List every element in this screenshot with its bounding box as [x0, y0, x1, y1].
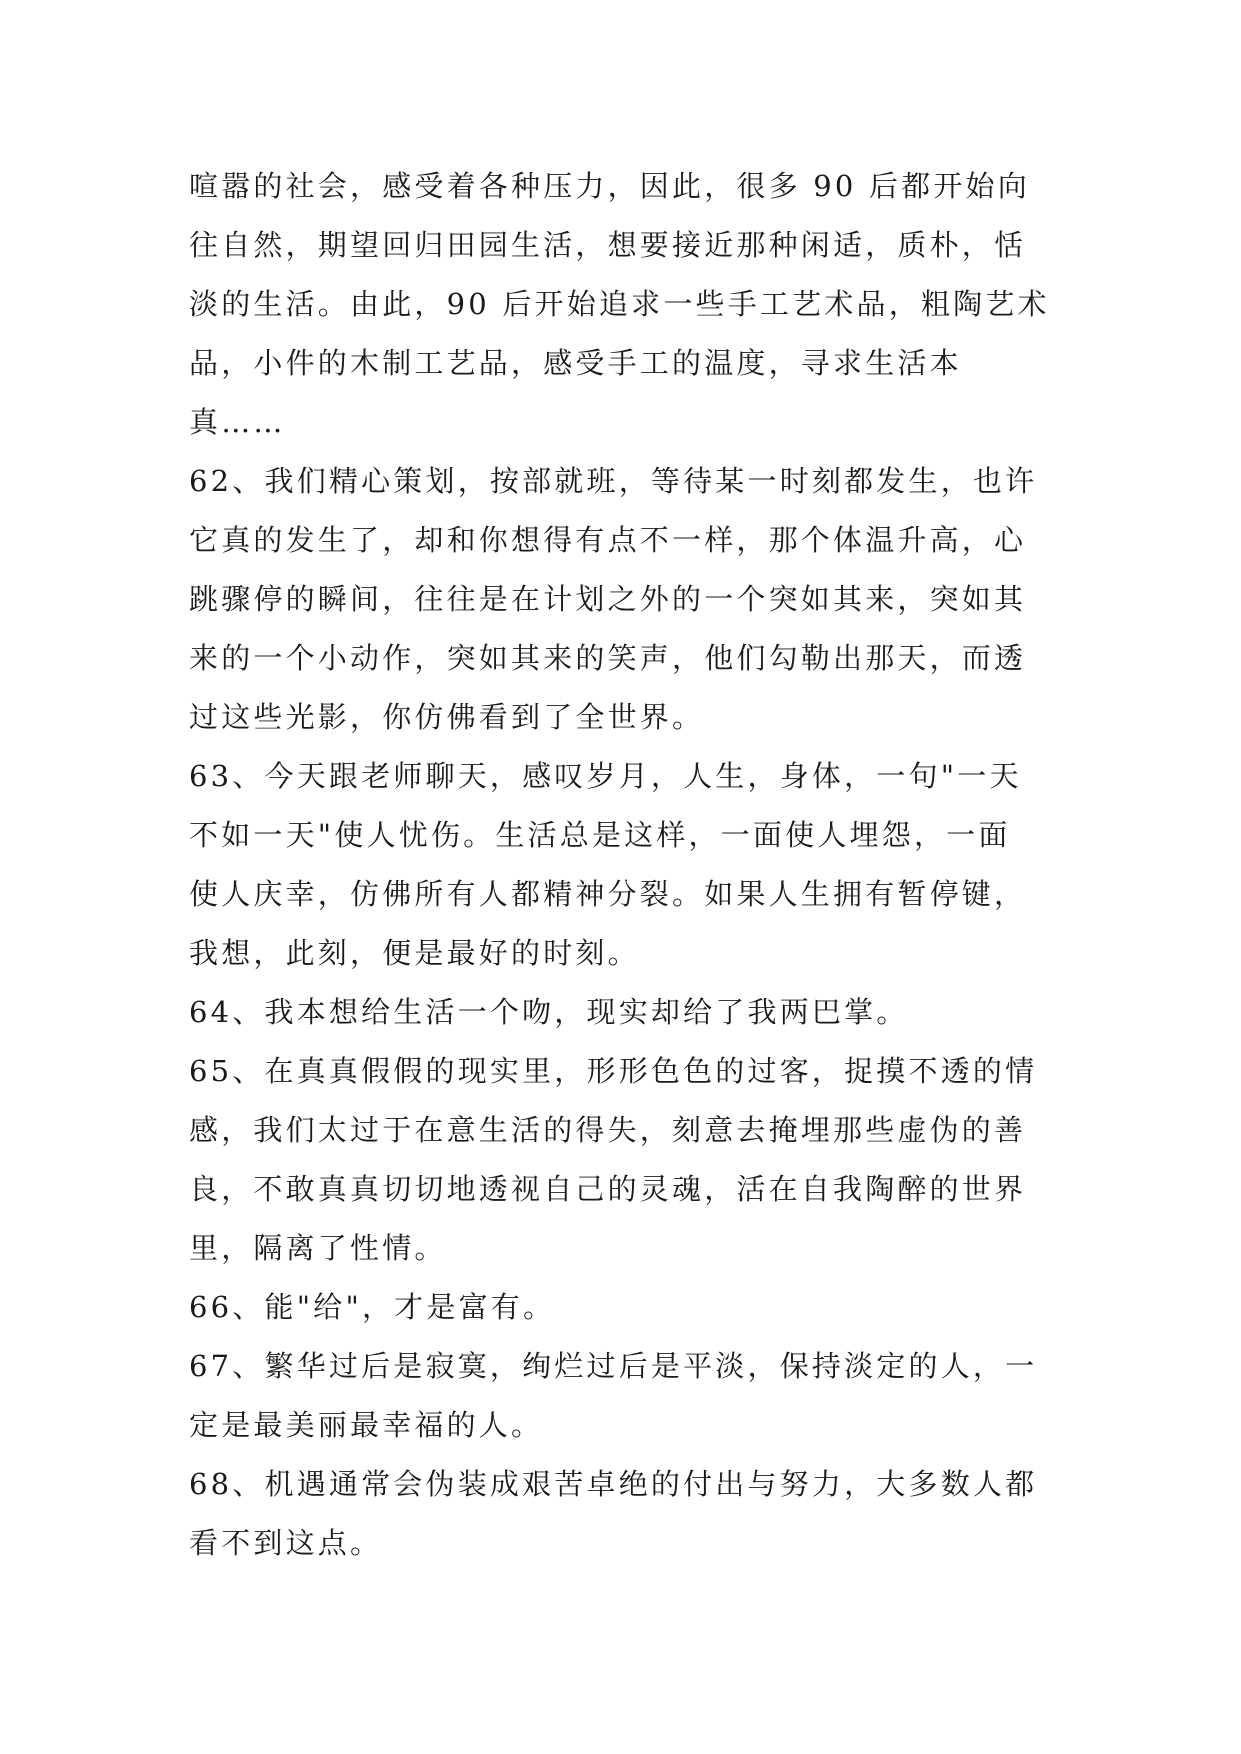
text-line: 过这些光影，你仿佛看到了全世界。: [189, 700, 705, 734]
text-line: 里，隔离了性情。: [189, 1231, 447, 1265]
text-line: 看不到这点。: [189, 1526, 383, 1560]
text-line: 淡的生活。由此，90 后开始追求一些手工艺术品，粗陶艺术: [189, 287, 1050, 321]
text-line: 定是最美丽最幸福的人。: [189, 1408, 544, 1442]
document-body: [189, 157, 1059, 1573]
text-line: 跳骤停的瞬间，往往是在计划之外的一个突如其来，突如其: [189, 582, 1027, 616]
text-line: 62、我们精心策划，按部就班，等待某一时刻都发生，也许: [189, 464, 1038, 498]
text-line: 往自然，期望回归田园生活，想要接近那种闲适，质朴，恬: [189, 228, 1027, 262]
text-line: 63、今天跟老师聊天，感叹岁月，人生，身体，一句"一天: [189, 759, 1022, 793]
text-line: 品，小件的木制工艺品，感受手工的温度，寻求生活本: [189, 346, 962, 380]
text-line: 使人庆幸，仿佛所有人都精神分裂。如果人生拥有暂停键，: [189, 877, 1027, 911]
text-line: 我想，此刻，便是最好的时刻。: [189, 936, 640, 970]
text-line: 64、我本想给生活一个吻，现实却给了我两巴掌。: [189, 995, 909, 1029]
text-line: 良，不敢真真切切地透视自己的灵魂，活在自我陶醉的世界: [189, 1172, 1027, 1206]
text-line: 真……: [189, 405, 286, 439]
text-line: 喧嚣的社会，感受着各种压力，因此，很多 90 后都开始向: [189, 169, 1030, 203]
text-line: 感，我们太过于在意生活的得失，刻意去掩埋那些虚伪的善: [189, 1113, 1027, 1147]
text-line: 不如一天"使人忧伤。生活总是这样，一面使人埋怨，一面: [189, 818, 1011, 852]
text-line: 它真的发生了，却和你想得有点不一样，那个体温升高，心: [189, 523, 1027, 557]
text-line: 来的一个小动作，突如其来的笑声，他们勾勒出那天，而透: [189, 641, 1027, 675]
text-line: 65、在真真假假的现实里，形形色色的过客，捉摸不透的情: [189, 1054, 1038, 1088]
text-line: 67、繁华过后是寂寞，绚烂过后是平淡，保持淡定的人，一: [189, 1349, 1038, 1383]
text-line: 68、机遇通常会伪装成艰苦卓绝的付出与努力，大多数人都: [189, 1467, 1038, 1501]
text-line: 66、能"给"，才是富有。: [189, 1290, 556, 1324]
